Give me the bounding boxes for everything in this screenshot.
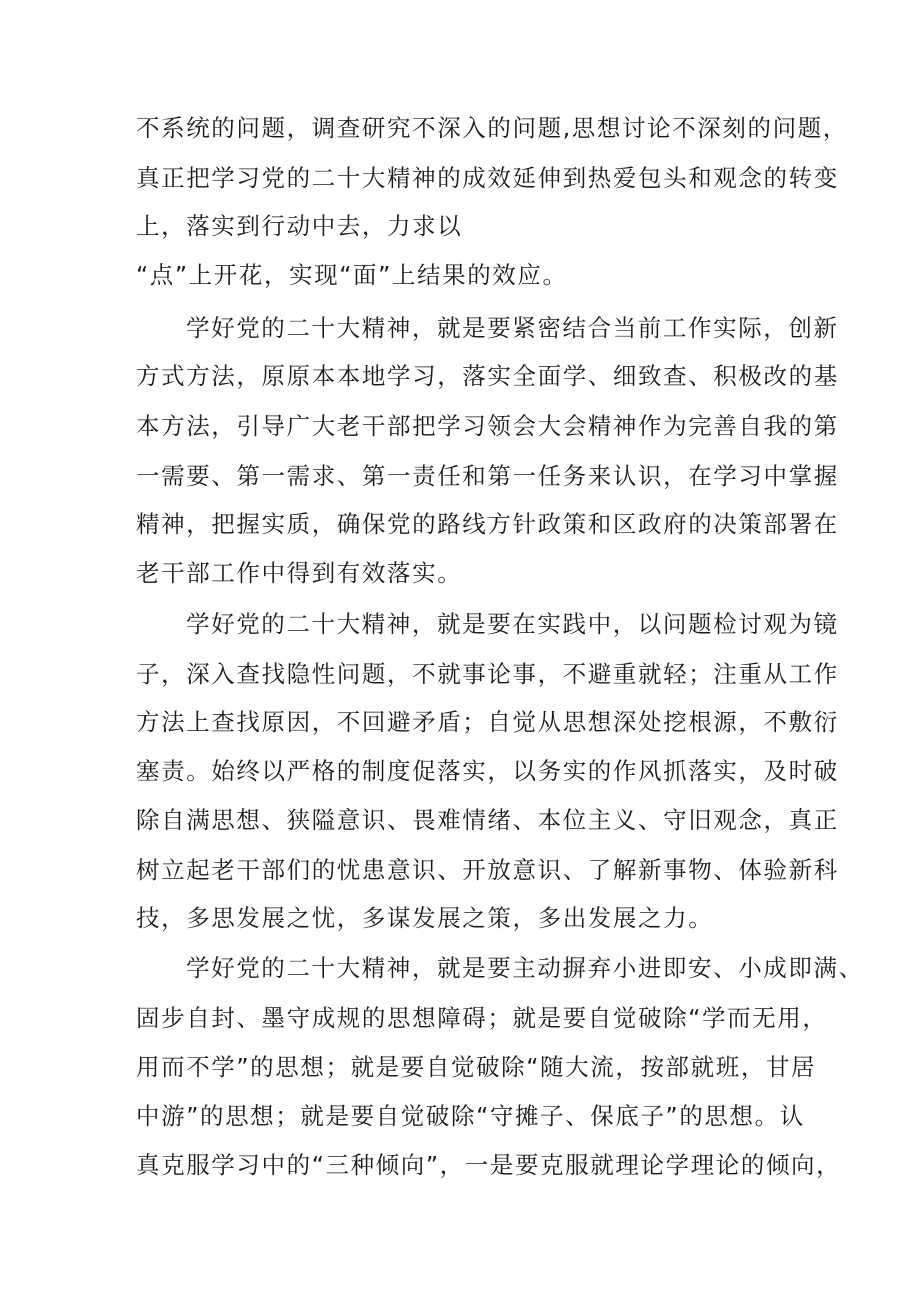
text-line: 子，深入查找隐性问题，不就事论事，不避重就轻；注重从工作 <box>136 660 839 688</box>
text-line: “点”上开花，实现“面”上结果的效应。 <box>136 261 568 289</box>
text-line: 真克服学习中的“三种倾向”，一是要克服就理论学理论的倾向， <box>136 1151 842 1179</box>
paragraph-start-line: 学好党的二十大精神，就是要主动摒弃小进即安、小成即满、 <box>186 954 864 982</box>
text-line: 老干部工作中得到有效落实。 <box>136 559 463 587</box>
text-line: 固步自封、墨守成规的思想障碍；就是要自觉破除“学而无用， <box>136 1004 828 1032</box>
text-line: 不系统的问题，调查研究不深入的问题,思想讨论不深刻的问题， <box>136 114 848 142</box>
text-line: 上，落实到行动中去，力求以 <box>136 212 463 240</box>
text-line: 真正把学习党的二十大精神的成效延伸到热爱包头和观念的转变 <box>136 164 839 192</box>
text-line: 除自满思想、狭隘意识、畏难情绪、本位主义、守旧观念，真正 <box>136 806 839 834</box>
text-line: 树立起老干部们的忧患意识、开放意识、了解新事物、体验新科 <box>136 856 839 884</box>
text-line: 本方法，引导广大老干部把学习领会大会精神作为完善自我的第 <box>136 412 839 440</box>
text-line: 技，多思发展之忧，多谋发展之策，多出发展之力。 <box>136 904 714 932</box>
text-line: 用而不学”的思想；就是要自觉破除“随大流，按部就班，甘居 <box>136 1053 817 1081</box>
text-line: 塞责。始终以严格的制度促落实，以务实的作风抓落实，及时破 <box>136 757 839 785</box>
text-line: 一需要、第一需求、第一责任和第一任务来认识，在学习中掌握 <box>136 462 839 490</box>
text-line: 精神，把握实质，确保党的路线方针政策和区政府的决策部署在 <box>136 510 839 538</box>
paragraph-start-line: 学好党的二十大精神，就是要紧密结合当前工作实际，创新 <box>186 314 839 342</box>
paragraph-start-line: 学好党的二十大精神，就是要在实践中，以问题检讨观为镜 <box>186 610 839 638</box>
text-line: 方法上查找原因，不回避矛盾；自觉从思想深处挖根源，不敷衍 <box>136 708 839 736</box>
text-line: 中游”的思想；就是要自觉破除“守摊子、保底子”的思想。认 <box>136 1102 805 1130</box>
text-line: 方式方法，原原本本地学习，落实全面学、细致查、积极改的基 <box>136 362 839 390</box>
